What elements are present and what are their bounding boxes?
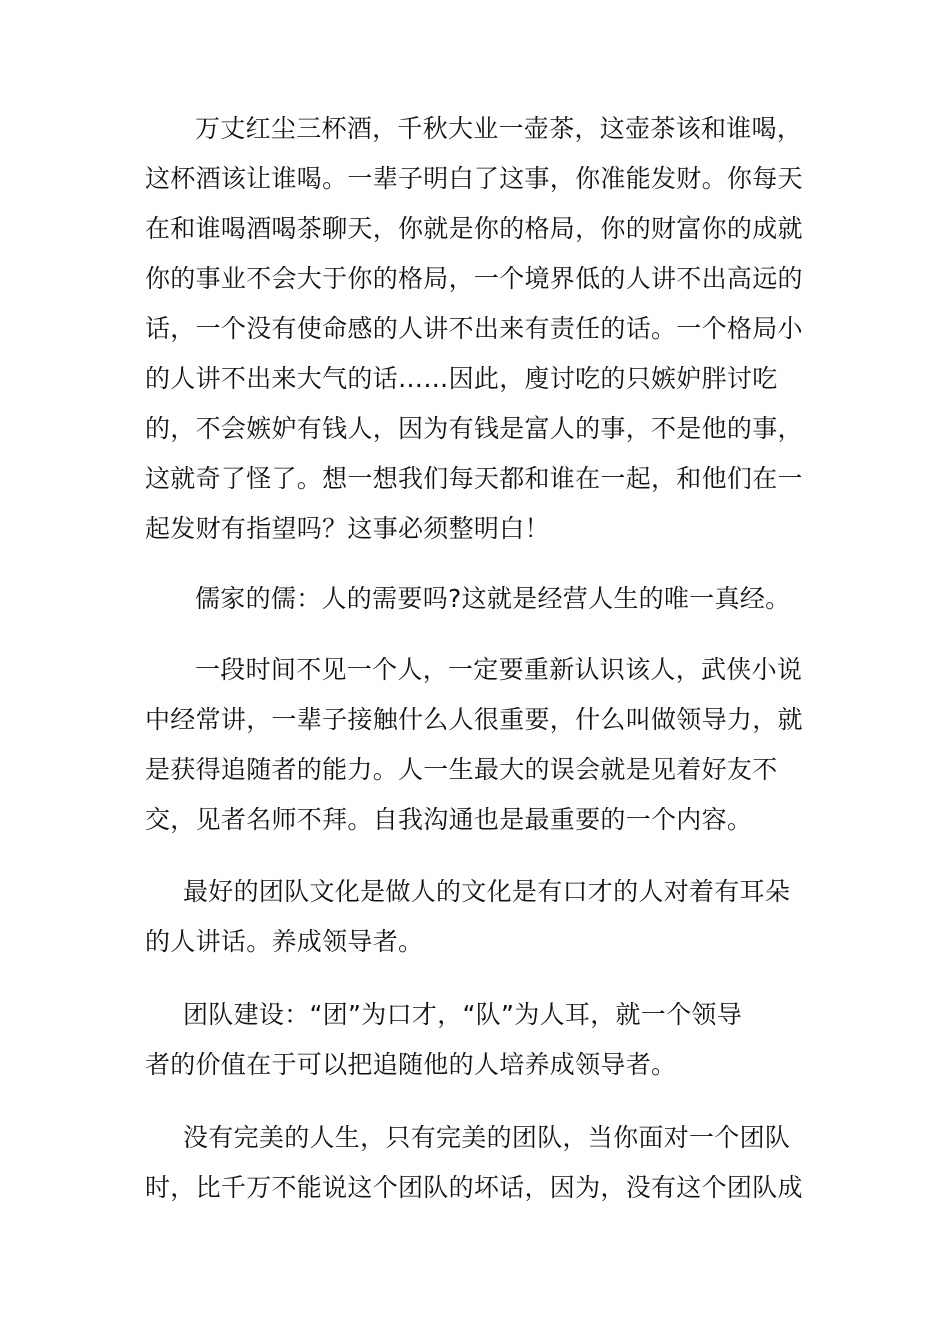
text-line: 者的价值在于可以把追随他的人培养成领导者。 — [145, 1050, 677, 1079]
text-line: 的人讲不出来大气的话……因此，廋讨吃的只嫉妒胖讨吃 — [145, 364, 778, 393]
text-line: 是获得追随者的能力。人一生最大的误会就是见着好友不 — [145, 755, 778, 784]
paragraph-1 — [145, 104, 815, 554]
text-line: 话，一个没有使命感的人讲不出来有责任的话。一个格局小 — [145, 314, 803, 343]
text-line: 在和谁喝酒喝茶聊天，你就是你的格局，你的财富你的成就 — [145, 214, 803, 243]
paragraph-6 — [145, 1113, 815, 1213]
paragraph-5 — [145, 990, 815, 1090]
text-line: 起发财有指望吗？这事必须整明白！ — [145, 514, 550, 543]
paragraph-3 — [145, 645, 815, 845]
paragraph-4 — [145, 867, 815, 967]
text-line: 团队建设：“团”为口才，“队”为人耳，就一个领导 — [183, 1000, 743, 1029]
text-line: 一段时间不见一个人，一定要重新认识该人，武侠小说 — [195, 655, 803, 684]
text-line: 儒家的儒：人的需要吗?这就是经营人生的唯一真经。 — [195, 584, 791, 613]
paragraph-2 — [145, 574, 815, 624]
text-line: 的，不会嫉妒有钱人，因为有钱是富人的事，不是他的事， — [145, 414, 803, 443]
text-line: 万丈红尘三杯酒，千秋大业一壶茶，这壶茶该和谁喝， — [195, 114, 803, 143]
text-line: 中经常讲，一辈子接触什么人很重要，什么叫做领导力，就 — [145, 705, 803, 734]
text-line: 交，见者名师不拜。自我沟通也是最重要的一个内容。 — [145, 805, 753, 834]
text-line: 这就奇了怪了。想一想我们每天都和谁在一起，和他们在一 — [145, 464, 803, 493]
text-line: 时，比千万不能说这个团队的坏话，因为，没有这个团队成 — [145, 1173, 803, 1202]
text-line: 最好的团队文化是做人的文化是有口才的人对着有耳朵 — [183, 877, 791, 906]
text-line: 这杯酒该让谁喝。一辈子明白了这事，你准能发财。你每天 — [145, 164, 803, 193]
text-line: 没有完美的人生，只有完美的团队，当你面对一个团队 — [183, 1123, 791, 1152]
text-line: 的人讲话。养成领导者。 — [145, 927, 424, 956]
text-line: 你的事业不会大于你的格局，一个境界低的人讲不出高远的 — [145, 264, 803, 293]
